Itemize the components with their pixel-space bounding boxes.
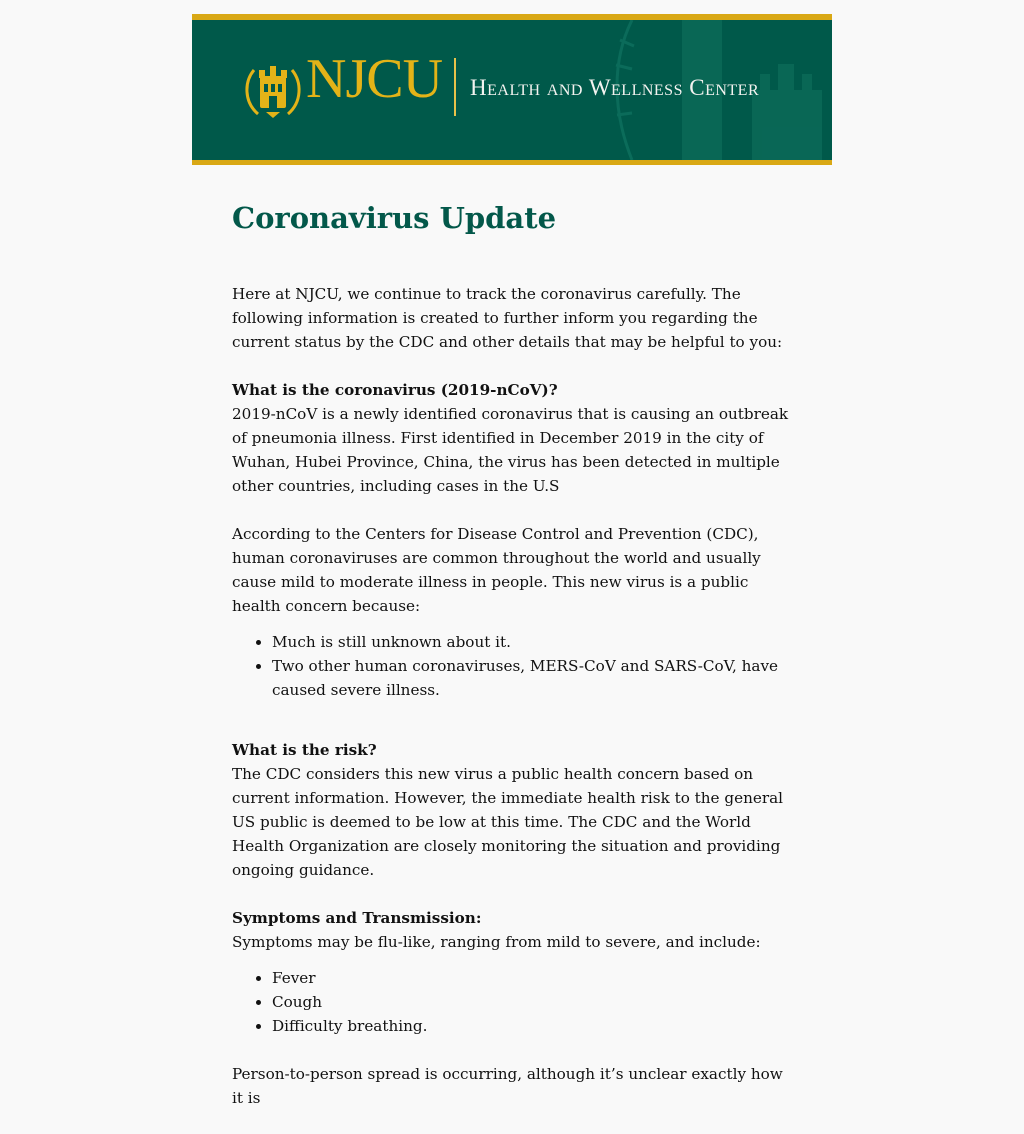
- logo-divider: [454, 58, 456, 116]
- section-body: 2019-nCoV is a newly identified coronavirus that is causing an outbreak of pneumonia illness. First identified in December 2019 in the city of Wuhan, Hubei Province, China, the virus has been detected in multiple other countries, including cases in the U.S: [232, 405, 789, 495]
- section-symptoms: [232, 906, 792, 954]
- list-item: • Difficulty breathing.: [272, 1014, 792, 1038]
- section-heading: Symptoms and Transmission:: [232, 909, 482, 927]
- list-item: • Two other human coronaviruses, MERS-CoV and SARS-CoV, have caused severe illness.: [272, 654, 792, 702]
- section-heading: What is the risk?: [232, 741, 377, 759]
- njcu-seal-icon: [242, 62, 304, 120]
- list-item: • Fever: [272, 966, 792, 990]
- section-cdc-paragraph: According to the Centers for Disease Control and Prevention (CDC), human coronaviruses are common throughout the world and usually cause mild to moderate illness in people. This new virus is a public health concern because:: [232, 525, 761, 615]
- section-heading: What is the coronavirus (2019-nCoV)?: [232, 381, 558, 399]
- article-content: [232, 196, 792, 1134]
- section-body: Symptoms may be flu-like, ranging from mild to severe, and include:: [232, 933, 761, 951]
- list-item: • Much is still unknown about it.: [272, 630, 792, 654]
- page-title: Coronavirus Update: [232, 201, 557, 235]
- intro-paragraph: Here at NJCU, we continue to track the coronavirus carefully. The following information is created to further inform you regarding the current status by the CDC and other details that may be helpful to you:: [232, 285, 783, 351]
- section-risk: [232, 738, 792, 882]
- closing-paragraph: Person-to-person spread is occurring, although it’s unclear exactly how it is: [232, 1065, 783, 1107]
- banner-subtitle: Health and Wellness Center: [470, 75, 760, 100]
- header-banner: [192, 14, 832, 165]
- list-item: • Cough: [272, 990, 792, 1014]
- section-what-is: [232, 378, 792, 498]
- njcu-logo-text[interactable]: NJCU: [306, 48, 443, 110]
- concern-list: [232, 630, 792, 702]
- section-body: The CDC considers this new virus a public health concern based on current information. However, the immediate health risk to the general US public is deemed to be low at this time. The CDC and the World Health Organization are closely monitoring the situation and providing ongoing guidance.: [232, 765, 784, 879]
- symptom-list: [232, 966, 792, 1038]
